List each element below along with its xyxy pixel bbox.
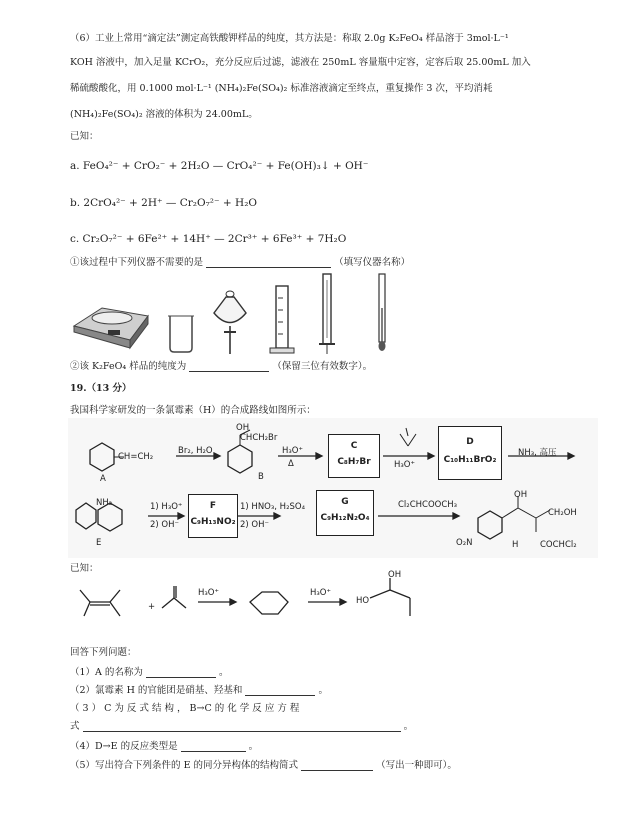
compound-g-box <box>316 490 374 536</box>
reagent-6-top: 1) HNO₃, H₂SO₄ <box>240 502 305 512</box>
reagent-5-bottom: 2) OH⁻ <box>150 520 179 530</box>
part6-line1: （6）工业上常用“滴定法”测定高铁酸钾样品的纯度，其方法是：称取 2.0g K₂FeO₄ 样品溶于 3mol·L⁻¹ <box>70 33 509 44</box>
sub-question-1-end: 。 <box>219 667 229 678</box>
compound-d-box <box>438 426 502 480</box>
f-formula: C₉H₁₃NO₂ <box>190 517 236 527</box>
answer-blank-7[interactable] <box>301 760 373 771</box>
sub-question-4-end: 。 <box>248 741 259 752</box>
e-nh2: NH₂ <box>96 498 113 508</box>
sub-question-1-text: （1）A 的名称为 <box>70 667 143 678</box>
known-reaction-figure <box>70 572 470 632</box>
sub-question-2 <box>70 682 328 696</box>
h-ch2oh: CH₂OH <box>548 508 577 518</box>
thermometer-icon <box>379 274 386 351</box>
sub-question-3-prefix: 式 <box>70 721 80 732</box>
compound-h <box>478 496 550 539</box>
sub-question-3-end: 。 <box>403 721 414 732</box>
separatory-funnel-icon <box>214 291 246 354</box>
sub-question-5 <box>70 757 457 771</box>
answer-blank-6[interactable] <box>181 741 246 752</box>
part6-line2: KOH 溶液中，加入足量 KCrO₂，充分反应后过滤，滤液在 250mL 容量瓶中定容，定容后取 25.00mL 加入 <box>70 57 531 68</box>
question-1 <box>70 254 410 268</box>
q19-intro: 我国科学家研发的一条氯霉素（H）的合成路线如图所示： <box>70 405 316 416</box>
beaker-icon <box>168 316 194 352</box>
instruments-figure <box>70 268 410 358</box>
sub-question-1 <box>70 664 229 678</box>
e-label: E <box>96 538 102 548</box>
reagent-7: Cl₂CHCOOCH₃ <box>398 500 458 510</box>
equation-c: c. Cr₂O₇²⁻ + 6Fe²⁺ + 14H⁺ — 2Cr³⁺ + 6Fe³⁺ + 7H₂O <box>70 233 347 245</box>
h-nh-substituent: COCHCl₂ <box>540 540 577 550</box>
reagent-6-bottom: 2) OH⁻ <box>240 520 269 530</box>
known-plus: + <box>148 602 156 612</box>
known-product-ho: HO <box>356 596 370 606</box>
reagent-5-top: 1) H₃O⁺ <box>150 502 183 512</box>
reagent-4: NH₃, 高压 <box>518 448 557 458</box>
part6-line3: 稀硫酸酸化，用 0.1000 mol·L⁻¹ (NH₄)₂Fe(SO₄)₂ 标准溶液滴定至终点，重复操作 3 次，平均消耗 <box>70 83 493 94</box>
sub-question-3: （ 3 ） C 为 反 式 结 构 ， B→C 的 化 学 反 应 方 程 <box>70 703 300 714</box>
question-1-suffix: （填写仪器名称） <box>334 257 411 268</box>
answer-blank-1[interactable] <box>206 257 331 268</box>
reagent-2-top: H₃O⁺ <box>282 446 303 456</box>
c-formula: C₈H₇Br <box>337 457 371 467</box>
h-nh: H <box>512 540 519 550</box>
a-label: A <box>100 474 106 484</box>
f-name: F <box>209 501 217 511</box>
reagent-2-bottom: Δ <box>288 459 294 469</box>
answer-blank-4[interactable] <box>245 685 315 696</box>
burette-icon <box>319 274 335 354</box>
compound-c-box <box>328 434 380 478</box>
reagent-1: Br₂, H₂O <box>178 446 213 456</box>
c-name: C <box>350 441 358 451</box>
sub-question-4 <box>70 738 258 752</box>
d-formula: C₁₀H₁₁BrO₂ <box>443 455 497 465</box>
sub-question-2-end: 。 <box>318 685 328 696</box>
question-2 <box>70 358 372 372</box>
q19-header: 19.（13 分） <box>70 383 132 394</box>
sub-question-5-text: （5）写出符合下列条件的 E 的同分异构体的结构简式 <box>70 760 299 771</box>
compound-f-box <box>188 494 238 538</box>
known-label-2: 已知： <box>70 563 99 574</box>
balance-icon <box>74 308 148 348</box>
b-label: B <box>258 472 264 482</box>
known-product-oh: OH <box>388 570 402 580</box>
known-label-1: 已知： <box>70 131 99 142</box>
sub-question-5-end: （写出一种即可）。 <box>376 760 457 771</box>
known-reagent-2: H₃O⁺ <box>310 588 331 598</box>
known-reagent-1: H₃O⁺ <box>198 588 219 598</box>
question-2-suffix: （保留三位有效数字）。 <box>272 361 373 372</box>
question-1-text: ①该过程中下列仪器不需要的是 <box>70 257 204 268</box>
answer-blank-2[interactable] <box>189 361 269 372</box>
answer-blank-5[interactable] <box>83 721 401 732</box>
graduated-cylinder-icon <box>270 286 294 353</box>
g-formula: C₉H₁₂N₂O₄ <box>320 513 370 523</box>
d-name: D <box>466 437 474 447</box>
b-oh: OH <box>236 423 250 433</box>
aldehyde-reagent <box>400 428 416 446</box>
a-substituent: CH=CH₂ <box>118 452 154 462</box>
h-oh: OH <box>514 490 528 500</box>
b-substituent: CHCH₂Br <box>240 433 278 443</box>
answer-blank-3[interactable] <box>146 667 216 678</box>
h-no2: O₂N <box>456 538 473 548</box>
part6-line4: (NH₄)₂Fe(SO₄)₂ 溶液的体积为 24.00mL。 <box>70 109 258 120</box>
question-2-text: ②该 K₂FeO₄ 样品的纯度为 <box>70 361 187 372</box>
sub-question-3-line2 <box>70 718 413 732</box>
reagent-3: H₃O⁺ <box>394 460 415 470</box>
sub-question-2-text: （2）氯霉素 H 的官能团是硝基、羟基和 <box>70 685 243 696</box>
equation-b: b. 2CrO₄²⁻ + 2H⁺ — Cr₂O₇²⁻ + H₂O <box>70 197 258 209</box>
answer-heading: 回答下列问题： <box>70 647 137 658</box>
g-name: G <box>341 497 349 507</box>
equation-a: a. FeO₄²⁻ + CrO₂⁻ + 2H₂O — CrO₄²⁻ + Fe(OH)₃↓ + OH⁻ <box>70 160 369 172</box>
sub-question-4-text: （4）D→E 的反应类型是 <box>70 741 178 752</box>
